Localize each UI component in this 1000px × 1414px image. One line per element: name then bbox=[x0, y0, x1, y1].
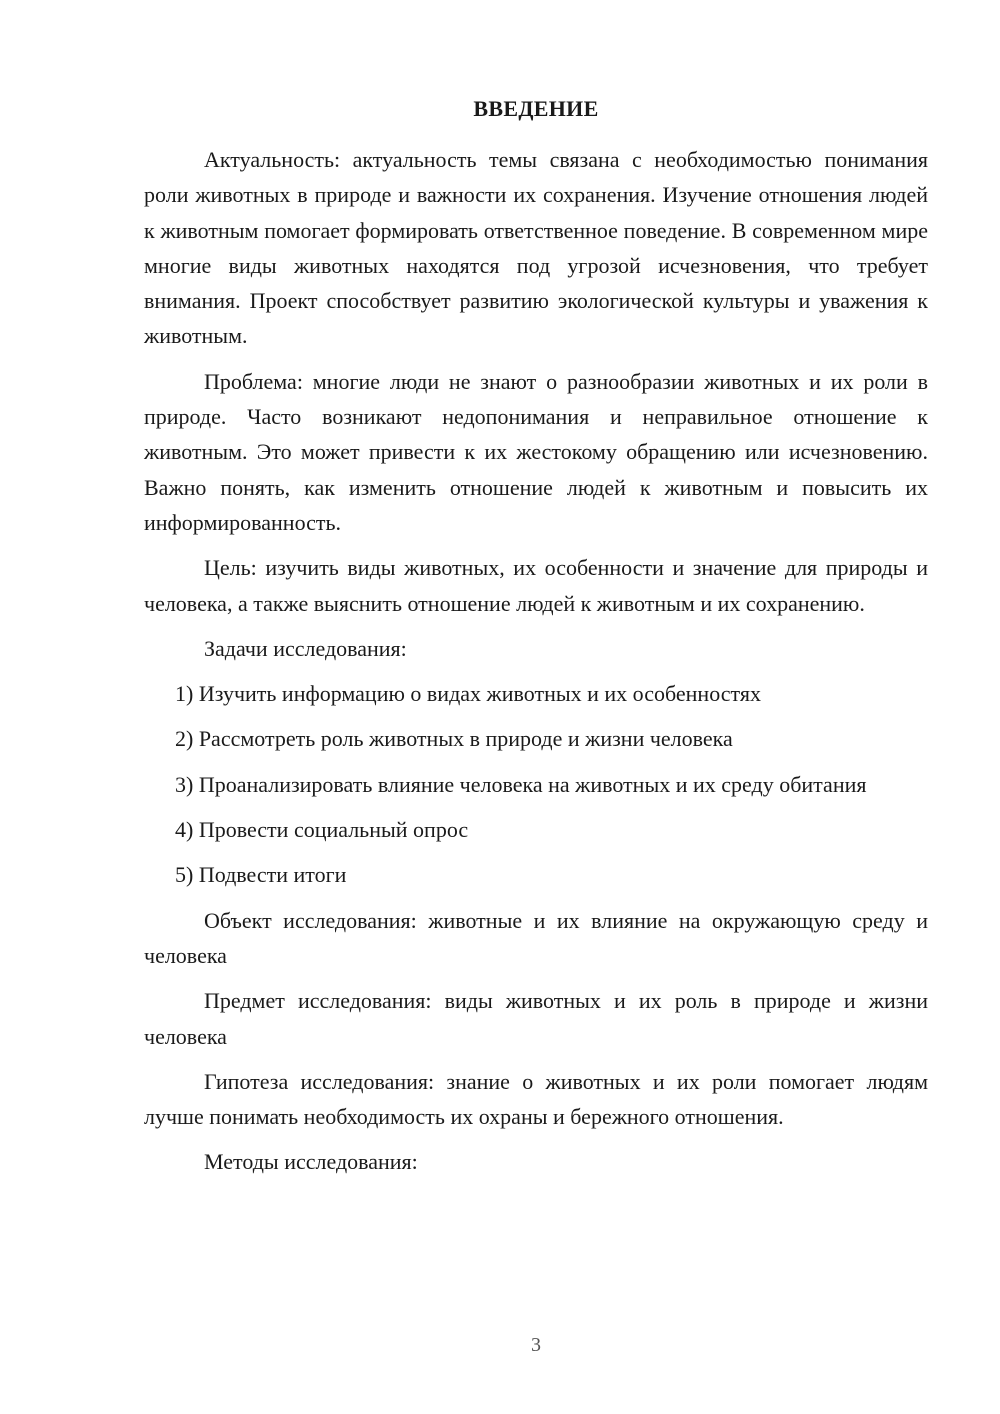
paragraph-hypothesis: Гипотеза исследования: знание о животных и их роли помогает людям лучше понимать необходимость их охраны и бережного отношения. bbox=[144, 1068, 928, 1130]
paragraph-object: Объект исследования: животные и их влияние на окружающую среду и человека bbox=[144, 907, 928, 968]
paragraph-goal: Цель: изучить виды животных, их особенности и значение для природы и человека, а также выяснить отношение людей к животным и их сохранению. bbox=[144, 555, 928, 616]
paragraph-relevance: Актуальность: актуальность темы связана с необходимостью понимания роли животных в природе и важности их сохранения. Изучение отношения людей к животным помогает формировать ответственное поведение. В современном мире многие виды животных находятся под угрозой исчезновения, что требует внимания. Проект способствует развитию экологической культуры и уважения к животным. bbox=[144, 147, 928, 349]
page-number: 3 bbox=[531, 1334, 541, 1356]
methods-heading: Методы исследования: bbox=[204, 1149, 418, 1175]
list-item: 3) Проанализировать влияние человека на животных и их среду обитания bbox=[175, 771, 867, 797]
list-item: 5) Подвести итоги bbox=[175, 862, 347, 888]
list-item: 4) Провести социальный опрос bbox=[175, 817, 469, 843]
paragraph-subject: Предмет исследования: виды животных и их роль в природе и жизни человека bbox=[144, 988, 928, 1049]
list-item: 1) Изучить информацию о видах животных и их особенностях bbox=[175, 681, 761, 707]
document-body bbox=[144, 142, 928, 1190]
page-title: ВВЕДЕНИЕ bbox=[473, 96, 599, 121]
list-item: 2) Рассмотреть роль животных в природе и жизни человека bbox=[175, 726, 733, 752]
tasks-heading: Задачи исследования: bbox=[204, 635, 407, 661]
paragraph-problem: Проблема: многие люди не знают о разнообразии животных и их роли в природе. Часто возникают недопонимания и неправильное отношение к животным. Это может привести к их жестокому обращению или исчезновению. Важно понять, как изменить отношение людей к животным и повысить их информированность. bbox=[144, 368, 928, 535]
